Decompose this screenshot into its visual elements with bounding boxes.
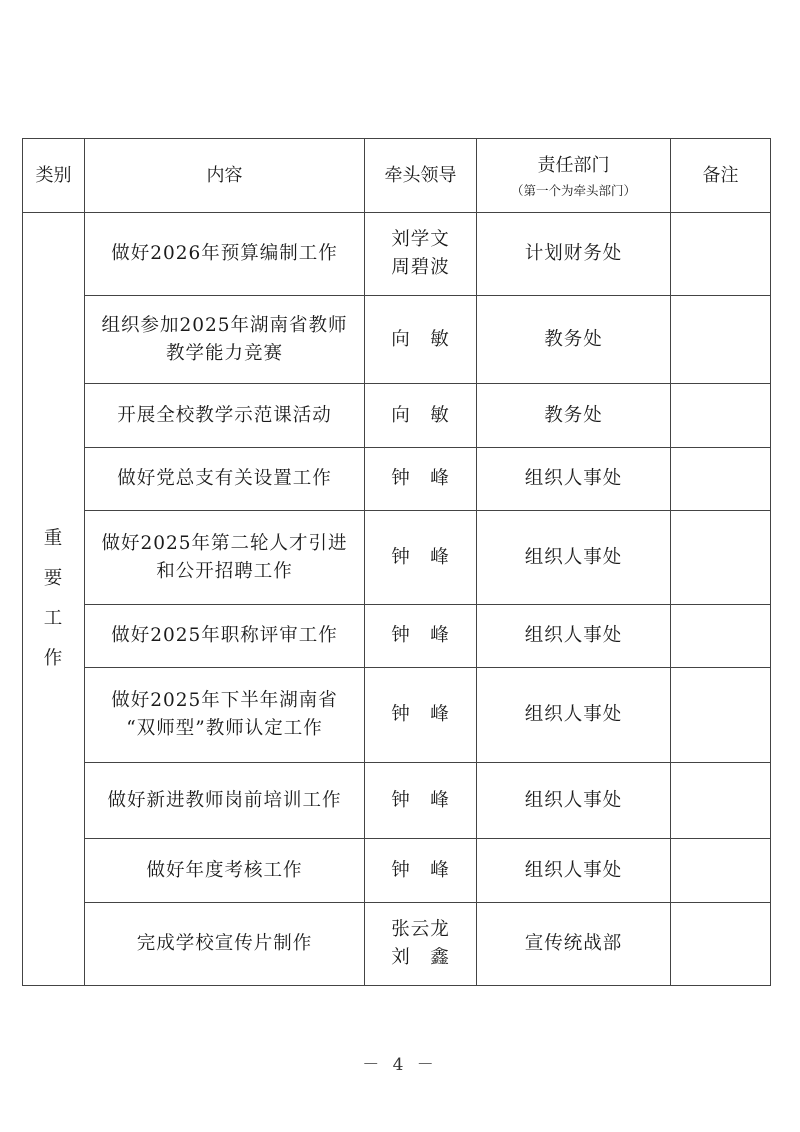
remarks-cell [671,448,771,511]
work-plan-table [22,138,771,986]
remarks-cell [671,384,771,448]
table-row [23,384,771,448]
leader-cell [365,605,477,668]
table-row [23,668,771,763]
header-department [477,139,671,213]
remarks-cell [671,839,771,903]
table-row [23,296,771,384]
leader-name: 刘 鑫 [391,947,450,968]
header-category: 类别 [23,139,85,213]
leader-name: 刘学文 [391,229,450,250]
remarks-cell [671,511,771,605]
content-line: 做好2025年职称评审工作 [111,625,338,646]
leader-cell [365,213,477,296]
content-line: 教学能力竞赛 [165,342,283,364]
content-cell [85,763,365,839]
department-cell: 宣传统战部 [477,903,671,986]
content-cell [85,903,365,986]
category-cell [23,213,85,986]
content-line: 做好2025年下半年湖南省 [111,690,338,711]
remarks-cell [671,605,771,668]
content-line: 完成学校宣传片制作 [136,933,313,954]
content-cell [85,296,365,384]
leader-name: 周碧波 [391,257,450,278]
content-line: 做好2026年预算编制工作 [111,243,338,264]
header-leader: 牵头领导 [365,139,477,213]
header-remarks: 备注 [671,139,771,213]
content-line: 做好年度考核工作 [146,859,303,881]
leader-cell [365,296,477,384]
leader-cell [365,763,477,839]
leader-name: 钟 峰 [391,625,450,646]
content-line: 开展全校教学示范课活动 [117,404,332,426]
header-content: 内容 [85,139,365,213]
content-line: 做好新进教师岗前培训工作 [107,789,342,811]
leader-name: 钟 峰 [391,859,450,881]
leader-cell [365,839,477,903]
category-char: 要 [43,568,64,589]
leader-cell [365,448,477,511]
table-row [23,839,771,903]
table-row [23,213,771,296]
leader-name: 钟 峰 [391,468,450,489]
department-cell: 组织人事处 [477,511,671,605]
department-cell: 组织人事处 [477,448,671,511]
leader-cell [365,903,477,986]
page-number: － 4 － [362,1055,438,1075]
leader-cell [365,511,477,605]
remarks-cell [671,213,771,296]
table-row [23,763,771,839]
leader-name: 向 敏 [391,328,450,350]
content-cell [85,213,365,296]
department-cell: 组织人事处 [477,668,671,763]
table-row [23,448,771,511]
content-line: 做好2025年第二轮人才引进 [101,532,348,554]
leader-name: 钟 峰 [391,789,450,811]
leader-name: 钟 峰 [391,546,450,568]
content-cell [85,668,365,763]
leader-cell [365,668,477,763]
content-cell [85,384,365,448]
table-row [23,903,771,986]
content-line: 和公开招聘工作 [156,560,293,582]
content-line: 做好党总支有关设置工作 [117,468,332,489]
department-cell: 计划财务处 [477,213,671,296]
content-cell [85,605,365,668]
table-body [23,213,771,986]
table-row [23,605,771,668]
department-cell: 组织人事处 [477,839,671,903]
department-cell: 教务处 [477,296,671,384]
leader-name: 向 敏 [391,404,450,426]
content-cell [85,448,365,511]
header-department-label: 责任部门 [537,154,610,176]
category-char: 工 [43,608,64,629]
department-cell: 组织人事处 [477,763,671,839]
leader-cell [365,384,477,448]
category-char: 重 [43,528,64,549]
leader-name: 钟 峰 [391,704,450,725]
remarks-cell [671,903,771,986]
content-line: 组织参加2025年湖南省教师 [101,314,348,336]
category-char: 作 [43,648,64,669]
content-line: “双师型”教师认定工作 [126,718,323,739]
department-cell: 教务处 [477,384,671,448]
remarks-cell [671,763,771,839]
content-cell [85,839,365,903]
table-row [23,511,771,605]
department-cell: 组织人事处 [477,605,671,668]
remarks-cell [671,668,771,763]
leader-name: 张云龙 [391,919,450,940]
table-header-row [23,139,771,213]
content-cell [85,511,365,605]
header-department-note: （第一个为牵头部门） [510,182,636,198]
remarks-cell [671,296,771,384]
